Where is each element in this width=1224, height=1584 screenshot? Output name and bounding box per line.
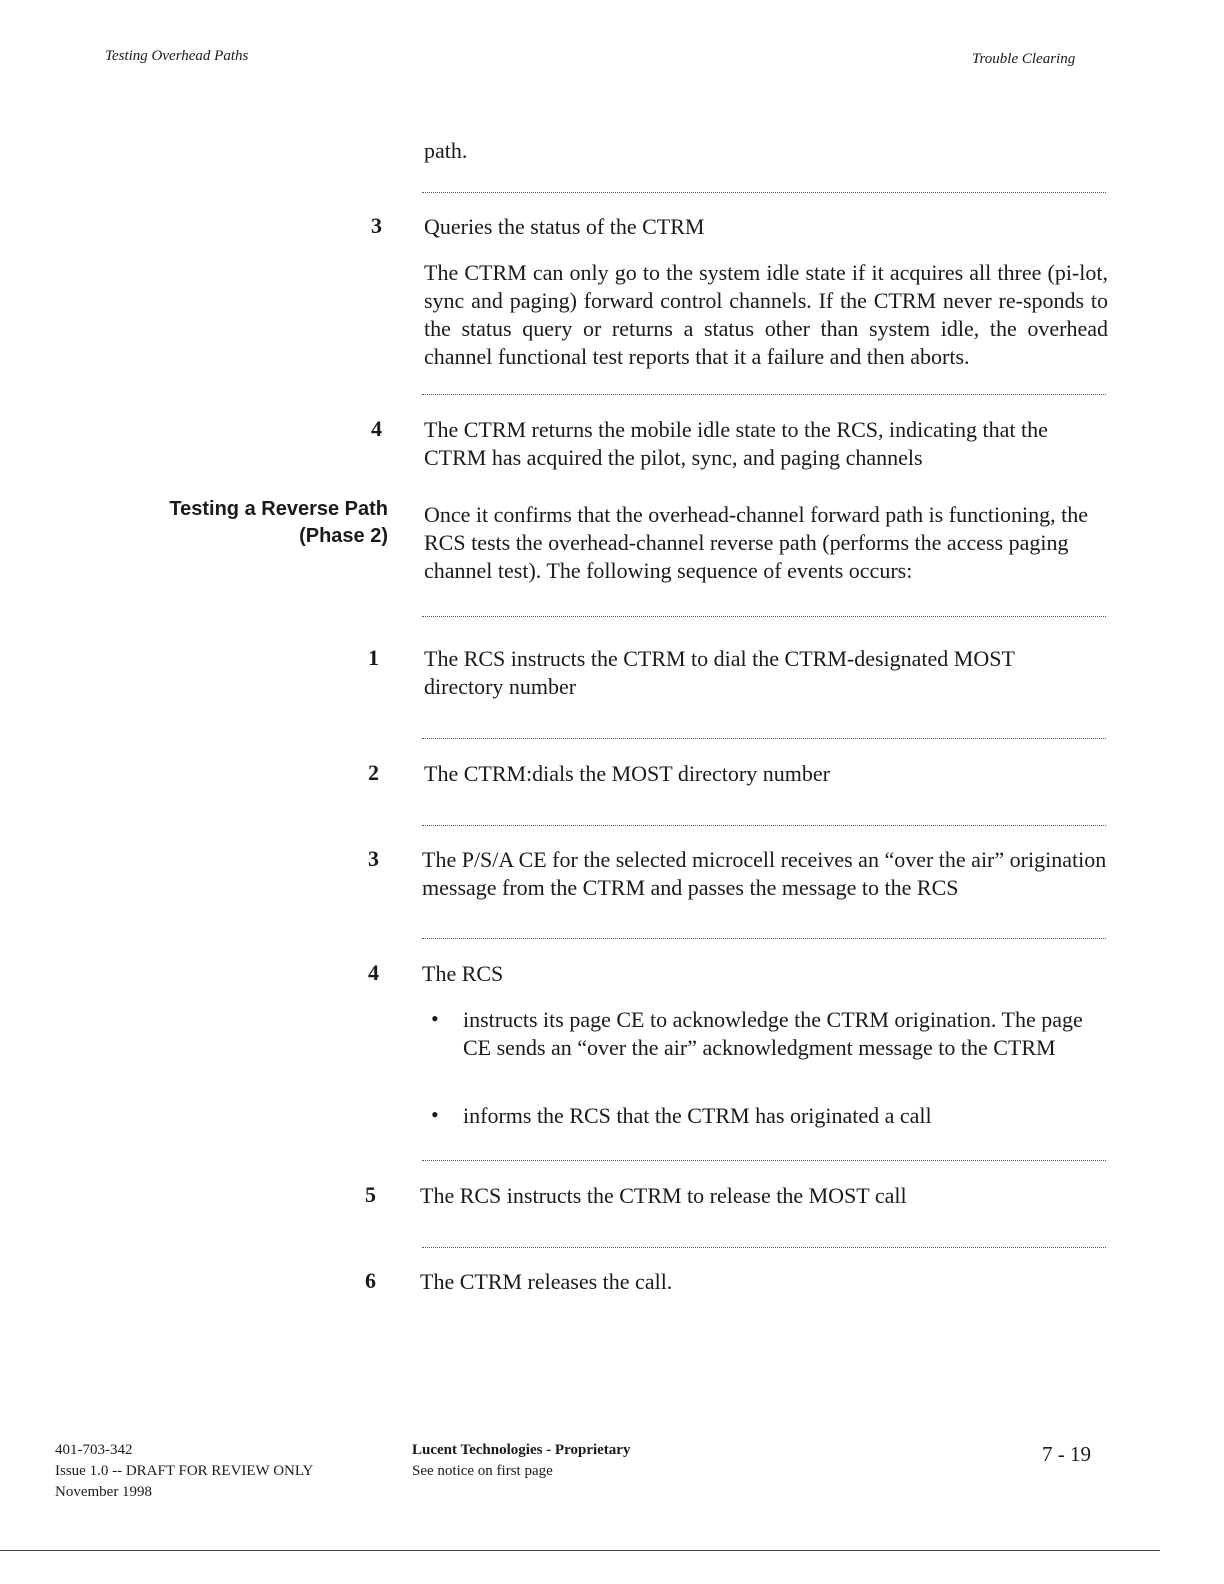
step-number: 2: [368, 760, 379, 785]
step-number: 1: [368, 645, 379, 670]
step-detail: The CTRM can only go to the system idle state if it acquires all three (pi-lot, sync and paging) forward control channels. If the CTRM never re-sponds to the status query or returns a status other than system idle, the overhead channel functional test reports that it a failure and then aborts.: [424, 260, 1108, 369]
step-number: 3: [368, 846, 379, 871]
step-number: 4: [368, 960, 379, 985]
section-heading-line: Testing a Reverse Path: [169, 498, 388, 520]
step-text: The CTRM returns the mobile idle state to the RCS, indicating that the CTRM has acquired the pilot, sync, and paging channels: [424, 417, 1048, 470]
section-heading-line: (Phase 2): [299, 525, 388, 547]
page-number: 7 - 19: [1042, 1442, 1091, 1466]
step-number: 4: [371, 416, 382, 441]
footer-rule: [0, 1550, 1160, 1551]
step-text: Queries the status of the CTRM: [424, 214, 705, 239]
step-number: 5: [365, 1182, 376, 1207]
step-divider: [422, 738, 1106, 739]
step-text: The P/S/A CE for the selected microcell receives an “over the air” origination message from the CTRM and passes the message to the RCS: [422, 847, 1107, 900]
bullet-text: instructs its page CE to acknowledge the CTRM origination. The page CE sends an “over the air” acknowledgment message to the CTRM: [463, 1007, 1083, 1060]
step-text: The RCS: [422, 961, 504, 986]
notice-text: See notice on first page: [412, 1463, 553, 1479]
step-number: 6: [365, 1268, 376, 1293]
step-text: The RCS instructs the CTRM to dial the CTRM-designated MOST directory number: [424, 646, 1015, 699]
step-divider: [422, 394, 1106, 395]
running-header-left: Testing Overhead Paths: [105, 48, 249, 64]
proprietary-label: Lucent Technologies - Proprietary: [412, 1442, 631, 1458]
bullet-marker: •: [431, 1102, 439, 1127]
step-text: The CTRM releases the call.: [420, 1269, 673, 1294]
issue-line: Issue 1.0 -- DRAFT FOR REVIEW ONLY: [55, 1463, 314, 1479]
bullet-text: informs the RCS that the CTRM has originated a call: [463, 1103, 932, 1128]
step-divider: [422, 616, 1106, 617]
running-header-right: Trouble Clearing: [972, 51, 1076, 67]
section-intro: Once it confirms that the overhead-channel forward path is functioning, the RCS tests the overhead-channel reverse path (performs the access paging channel test). The following sequence of events occurs:: [424, 502, 1089, 583]
issue-date: November 1998: [55, 1484, 153, 1500]
footer-left: [55, 1440, 313, 1503]
bullet-marker: •: [431, 1006, 439, 1031]
step-divider: [422, 1160, 1106, 1161]
step-text: The RCS instructs the CTRM to release the MOST call: [420, 1183, 907, 1208]
footer-center: [412, 1440, 630, 1482]
step-divider: [422, 1247, 1106, 1248]
step-text: The CTRM:dials the MOST directory number: [424, 761, 830, 786]
step-divider: [422, 938, 1106, 939]
section-heading: [100, 496, 388, 550]
continuation-text: path.: [424, 138, 468, 163]
step-divider: [422, 825, 1106, 826]
step-divider: [422, 192, 1106, 193]
step-number: 3: [371, 213, 382, 238]
document-number: 401-703-342: [55, 1442, 133, 1458]
